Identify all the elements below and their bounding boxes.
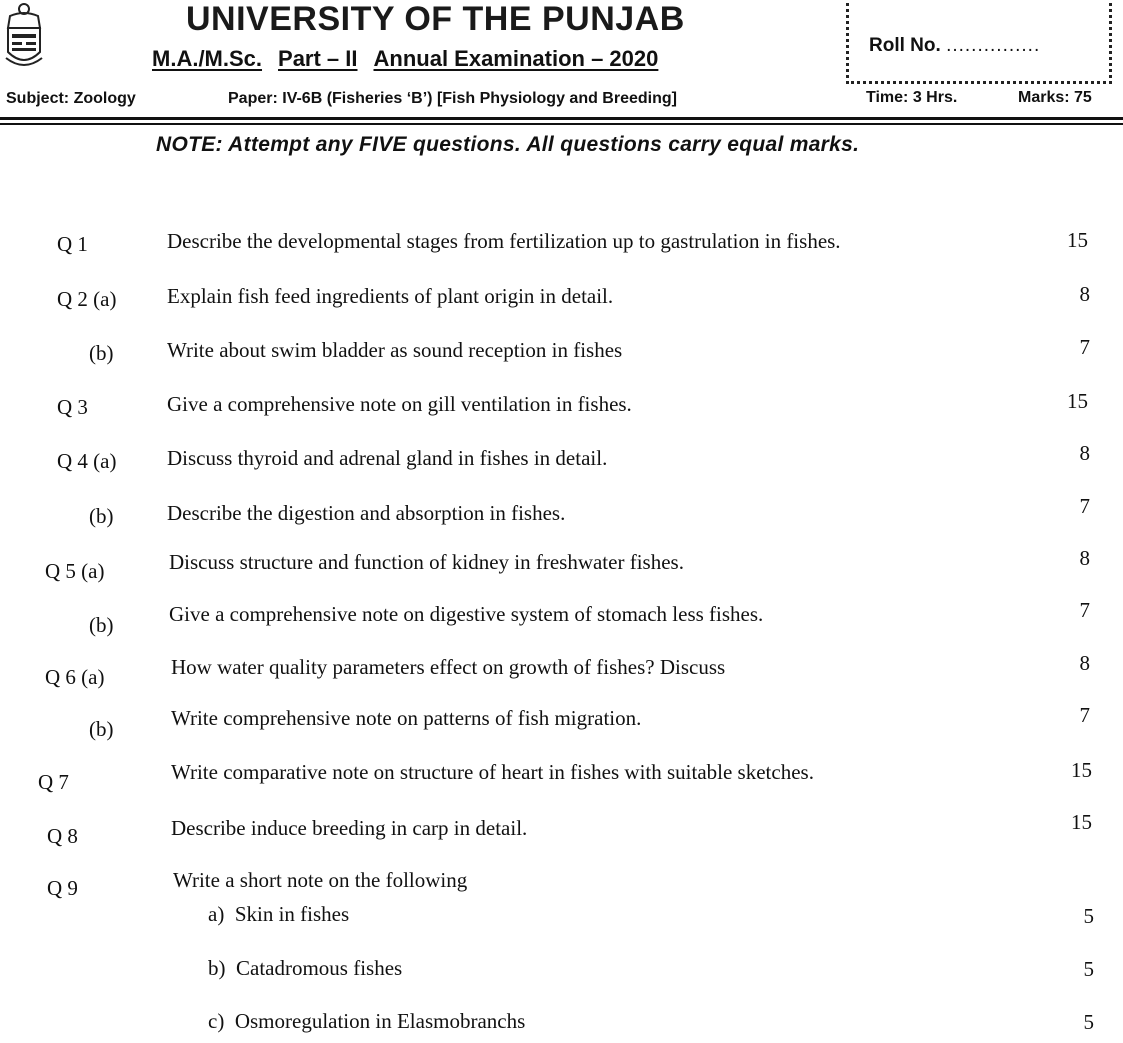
part-label: Part – II [278, 46, 358, 71]
question-label: Q 2 (a) [57, 287, 117, 311]
subquestion-label: a) [208, 902, 225, 926]
subquestion-body: Osmoregulation in Elasmobranchs [234, 1009, 526, 1033]
question-marks: 7 [1079, 335, 1090, 359]
question-text: Give a comprehensive note on gill ventilation in fishes. [167, 392, 632, 416]
subquestion-label: b) [208, 956, 226, 980]
question-marks: 7 [1079, 598, 1090, 622]
question-text: Write comparative note on structure of heart in fishes with suitable sketches. [171, 760, 814, 784]
subquestion-marks: 5 [1083, 904, 1094, 928]
degree-label: M.A./M.Sc. [152, 46, 263, 71]
question-marks: 8 [1079, 441, 1090, 465]
question-label: Q 9 [47, 876, 78, 900]
question-label: Q 5 (a) [45, 559, 105, 583]
subquestion-text [208, 956, 402, 981]
question-marks: 15 [1067, 228, 1088, 252]
roll-number-box [846, 0, 1112, 84]
question-label: (b) [89, 504, 114, 528]
header-divider [0, 117, 1123, 120]
subquestion-body: Catadromous fishes [236, 956, 403, 980]
total-marks-label: Marks: 75 [1018, 89, 1092, 106]
subquestion-marks: 5 [1083, 1010, 1094, 1034]
question-text: Explain fish feed ingredients of plant origin in detail. [167, 284, 614, 308]
question-label: Q 8 [47, 824, 78, 848]
question-text: Describe induce breeding in carp in detail. [171, 816, 528, 840]
question-label: Q 7 [38, 770, 69, 794]
question-text: Write a short note on the following [173, 868, 468, 892]
question-marks: 8 [1079, 546, 1090, 570]
university-crest-icon [4, 2, 44, 74]
subject-label: Subject: Zoology [6, 90, 136, 107]
question-text: Write comprehensive note on patterns of fish migration. [171, 706, 642, 730]
header-divider-secondary [0, 123, 1123, 125]
paper-label: Paper: IV-6B (Fisheries ‘B’) [Fish Physiology and Breeding] [228, 90, 677, 107]
exam-label: Annual Examination – 2020 [373, 46, 659, 71]
subquestion-text [208, 1009, 525, 1034]
time-label: Time: 3 Hrs. [866, 89, 958, 106]
question-marks: 8 [1079, 651, 1090, 675]
question-label: Q 3 [57, 395, 88, 419]
subquestion-text [208, 902, 349, 927]
roll-number-label: Roll No. [869, 35, 941, 56]
question-marks: 15 [1071, 758, 1092, 782]
question-marks: 15 [1071, 810, 1092, 834]
subquestion-body: Skin in fishes [234, 902, 350, 926]
question-text: Write about swim bladder as sound reception in fishes [167, 338, 623, 362]
exam-subtitle [152, 46, 658, 72]
question-text: Discuss thyroid and adrenal gland in fishes in detail. [167, 446, 608, 470]
question-marks: 15 [1067, 389, 1088, 413]
exam-meta-row [6, 90, 1118, 114]
roll-number-blank: ............... [946, 35, 1041, 56]
university-title: UNIVERSITY OF THE PUNJAB [186, 0, 685, 38]
question-label: (b) [89, 613, 114, 637]
question-text: Describe the developmental stages from fertilization up to gastrulation in fishes. [167, 229, 841, 253]
question-text: Discuss structure and function of kidney in freshwater fishes. [169, 550, 684, 574]
subquestion-marks: 5 [1083, 957, 1094, 981]
question-label: (b) [89, 717, 114, 741]
question-text: Describe the digestion and absorption in fishes. [167, 501, 566, 525]
instructions-note: NOTE: Attempt any FIVE questions. All questions carry equal marks. [156, 133, 860, 156]
question-marks: 7 [1079, 494, 1090, 518]
question-label: Q 4 (a) [57, 449, 117, 473]
question-label: Q 1 [57, 232, 88, 256]
question-text: How water quality parameters effect on growth of fishes? Discuss [171, 655, 726, 679]
question-label: (b) [89, 341, 114, 365]
question-marks: 8 [1079, 282, 1090, 306]
question-marks: 7 [1079, 703, 1090, 727]
roll-number-field[interactable] [869, 35, 1040, 57]
subquestion-label: c) [208, 1009, 225, 1033]
question-label: Q 6 (a) [45, 665, 105, 689]
question-text: Give a comprehensive note on digestive system of stomach less fishes. [169, 602, 764, 626]
